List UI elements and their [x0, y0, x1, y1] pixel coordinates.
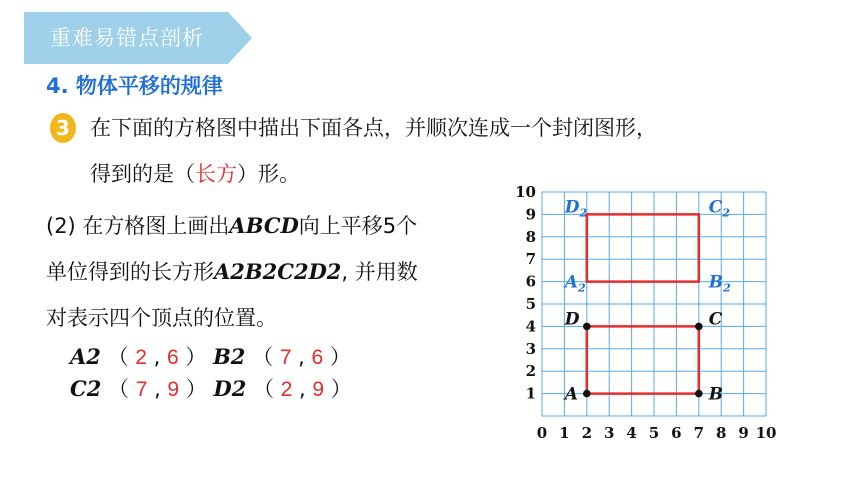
x-tick-label: 0 [536, 424, 548, 442]
answer-y: 9 [312, 378, 325, 401]
answer-x: 7 [279, 346, 292, 369]
part2-line1 [46, 203, 486, 249]
x-tick-label: 10 [755, 424, 777, 442]
vertex-label: B [708, 384, 724, 405]
y-tick-label: 7 [525, 250, 536, 269]
part2-shape2: A2B2C2D2 [214, 259, 342, 284]
y-tick-label: 5 [525, 295, 536, 313]
y-tick-label: 6 [525, 272, 536, 291]
part2-line2-suffix: , 并用数 [341, 260, 418, 284]
x-tick-label: 2 [581, 424, 593, 442]
question-answer: 长方 [195, 162, 237, 186]
x-tick-label: 3 [603, 424, 615, 442]
vertex-point [695, 323, 703, 331]
vertex-label: $B_2$ [708, 272, 731, 295]
x-tick-label: 1 [559, 424, 570, 442]
rectangle-a2b2c2d2 [587, 214, 699, 281]
vertex-point [583, 390, 591, 398]
question-text-line1: 在下面的方格图中描出下面各点，并顺次连成一个封闭图形， [90, 116, 657, 140]
vertex-label: A [564, 384, 579, 405]
question-number-badge: 3 [50, 113, 76, 143]
section-banner [24, 12, 252, 64]
x-tick-label: 9 [738, 424, 749, 442]
section-title: 4. 物体平移的规律 [46, 74, 223, 98]
vertex-point [695, 390, 703, 398]
vertex-label: $C_2$ [708, 197, 730, 220]
part2-line2-prefix: 单位得到的长方形 [46, 260, 214, 284]
y-tick-label: 1 [525, 384, 536, 403]
answer-y: 6 [167, 346, 179, 369]
x-tick-label: 8 [715, 424, 727, 442]
answer-label: D2 [213, 376, 247, 401]
question-line2-suffix: ）形。 [237, 162, 300, 186]
question-line2-prefix: 得到的是（ [90, 162, 195, 186]
y-tick-label: 3 [525, 339, 536, 358]
answer-x: 2 [135, 346, 147, 369]
vertex-label: $A_2$ [564, 272, 586, 295]
y-tick-label: 4 [525, 317, 536, 336]
vertex-point [583, 323, 591, 331]
vertex-label: C [708, 309, 723, 330]
x-tick-label: 4 [626, 424, 637, 442]
part2-line3: 对表示四个顶点的位置。 [46, 306, 277, 330]
answer-x: 2 [280, 378, 293, 401]
answer-label: C2 [70, 376, 102, 401]
answer-label: A2 [70, 344, 101, 369]
x-tick-label: 5 [648, 424, 660, 442]
answer-y: 9 [167, 378, 180, 401]
part2-abcd: ABCD [229, 213, 299, 238]
banner-label: 重难易错点剖析 [50, 26, 204, 50]
y-tick-label: 8 [525, 227, 536, 246]
part2-prefix: (2) 在方格图上画出 [46, 214, 230, 238]
question-text-line2 [90, 158, 300, 188]
part2-mid: 向上平移5个 [298, 214, 418, 238]
y-tick-label: 10 [515, 183, 536, 201]
answer-row-1: A2 （ 2 , 6 ） B2 （ 7 , 6 ） [70, 344, 351, 369]
rectangle-abcd [587, 326, 699, 393]
vertex-label: D [564, 309, 580, 330]
x-tick-label: 7 [693, 424, 705, 442]
y-tick-label: 2 [525, 362, 536, 381]
vertex-label: $D_2$ [564, 197, 588, 220]
part2-text [46, 203, 486, 341]
answer-label: B2 [213, 344, 246, 369]
answer-y: 6 [311, 346, 324, 369]
grid-svg [515, 178, 820, 448]
y-tick-label: 9 [525, 205, 536, 224]
x-tick-label: 6 [671, 424, 682, 442]
coordinate-grid [515, 178, 820, 448]
answer-row-2: C2 （ 7 , 9 ） D2 （ 2 , 9 ） [70, 376, 352, 401]
part2-line2 [46, 249, 486, 295]
answer-x: 7 [135, 378, 148, 401]
